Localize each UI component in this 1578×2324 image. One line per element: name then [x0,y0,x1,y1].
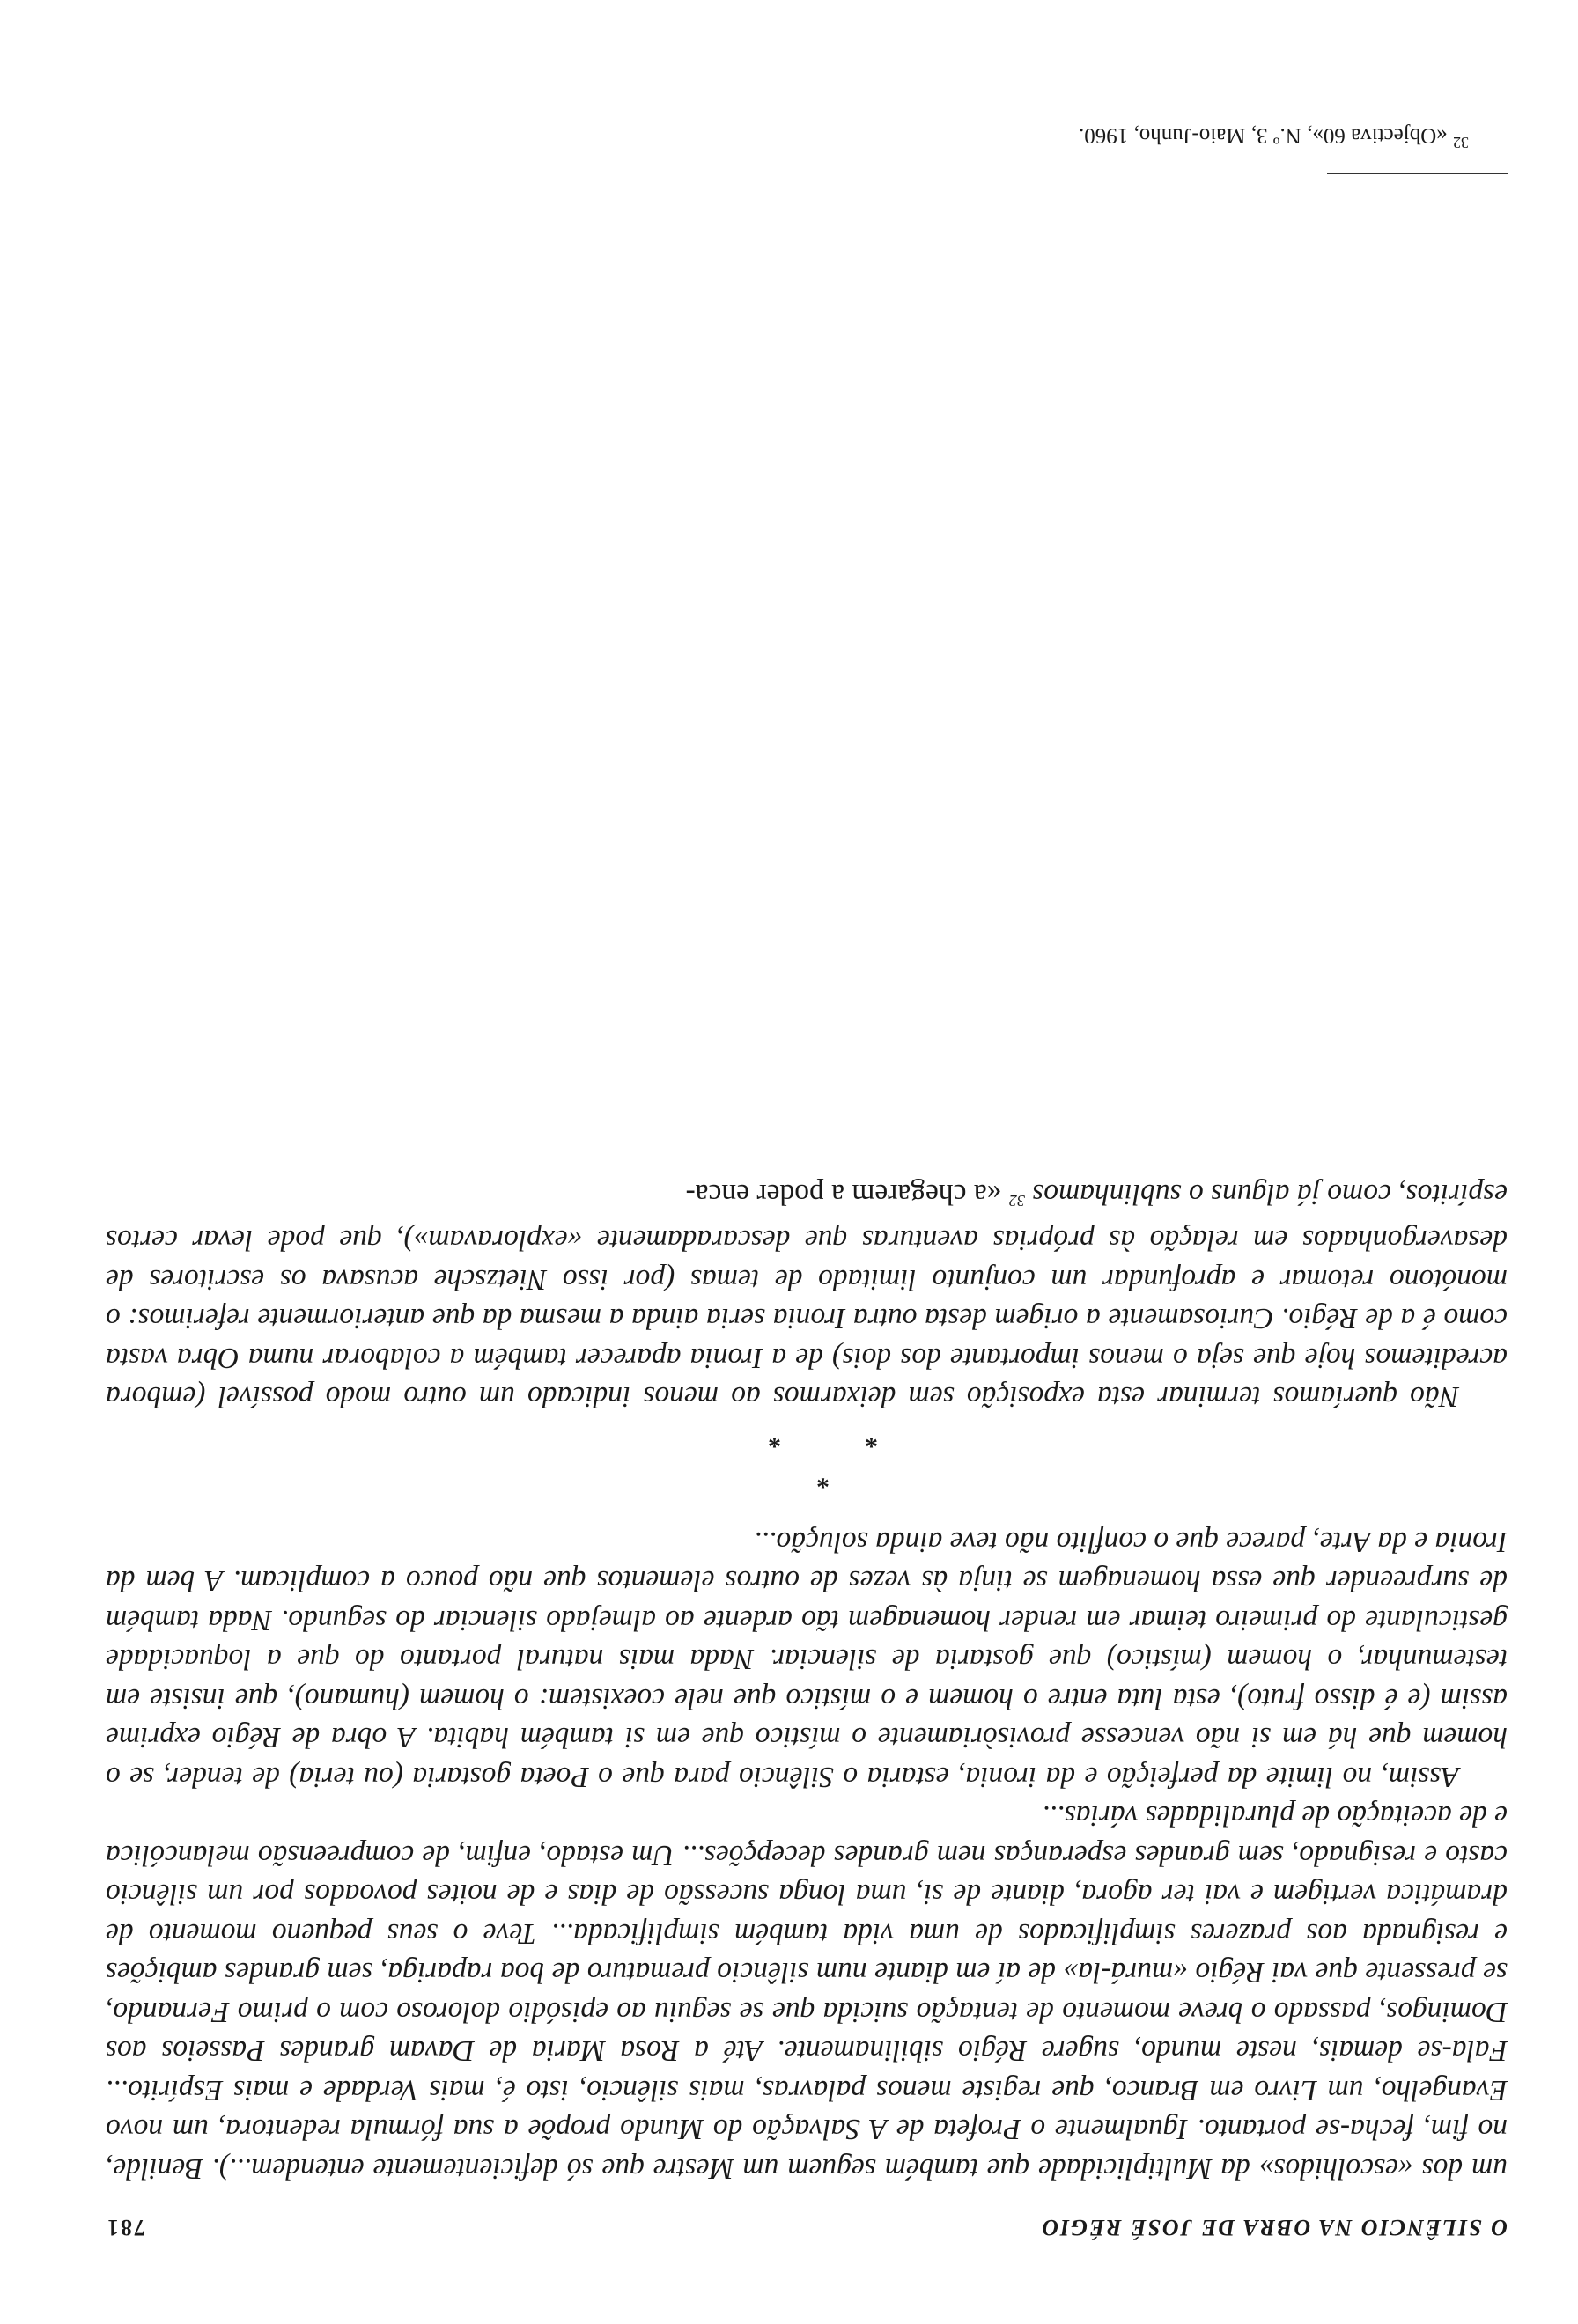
paragraph-3-quote: «a chegarem a poder enca- [685,1177,1002,1210]
footnote-divider [1327,173,1508,174]
footnote-reference: 32 [1008,1192,1025,1210]
running-title: O SILÊNCIO NA OBRA DE JOSÉ RÉGIO [1040,2215,1508,2240]
running-header [106,2205,1508,2240]
section-break-asterisks [106,1416,1508,1522]
footnote-text: «Objectiva 60», N.º 3, Maio-Junho, 1960. [1078,123,1448,148]
paragraph-1: um dos «escolhidos» da Multiplicidade que também seguem um Mestre que só deficientemente entendem...). Benilde, no fim, fecha-se portanto. Igualmente o Profeta de A Salvação do Mundo propõe a sua fórmula redentora, um novo Evangelho, um Livro em Branco, que registe menos palavras, mais silêncio, isto é, mais Verdade e mais Espírito... Fala-se demais, neste mundo, sugere Régio sibilinamente. Até a Rosa Maria de Davam grandes Passeios aos Domingos, passado o breve momento de tentação suicida que se seguiu ao episódio doloroso com o primo Fernando, se pressente que vai Régio «murá-la» de aí em diante num silêncio prematuro de boa rapariga, sem grandes ambições e resignada aos prazeres simplificados de uma vida também simplificada... Teve o seus pequeno momento de dramática vertigem e vai ter agora, diante de si, uma longa sucessão de dias e de noites povoados por um silêncio casto e resignado, sem grandes esperanças nem grandes decepções... Um estado, enfim, de compreensão melancólica e de aceitação de pluralidades várias... [106,1799,1508,2185]
paragraph-3-text: Não queríamos terminar esta exposição sem deixarmos ao menos indicado um outro modo possível (embora acreditemos hoje que seja o menos importante dos dois) de a Ironia aparecer também a colaborar numa Obra vasta como é a de Régio. Curiosamente a origem desta outra Ironia seria ainda a mesma da que anteriormente referimos: o monótono retomar e aprofundar um conjunto limitado de temas (por isso Nietzsche acusava os escritores de desavergonhados em relação às próprias aventuras que descaradamente «exploravam»), que pode levar certos espíritos, como já alguns o sublinhamos [106,1177,1508,1414]
footnote [1079,123,1469,151]
page-number: 781 [106,2215,145,2240]
asterisk: * [865,1424,878,1454]
asterisk: * [816,1465,830,1495]
paragraph-3 [106,1173,1508,1416]
body-text [106,1173,1508,2188]
asterisk: * [768,1424,781,1454]
paragraph-2: Assim, no limite da perfeição e da ironia, estaria o Silêncio para que o Poeta gostaria (ou teria) de tender, se o homem que há em si não vencesse provisòriamente o místico que em si também habita. A obra de Régio exprime assim (e é disso fruto), esta luta entre o homem e o místico que nele coexistem: o homem (humano), que insiste em testemunhar, o homem (místico) que gostaria de silenciar. Nada mais natural portanto do que a loquacidade gesticulante do primeiro teimar em render homenagem tão ardente ao almejado silenciar do segundo. Nada também de surpreender que essa homenagem se tinja às vezes de outros elementos que não pouco a complicam. A bem da Ironia e da Arte, parece que o conflito não teve ainda solução... [106,1526,1508,1793]
footnote-number: 32 [1453,134,1469,151]
